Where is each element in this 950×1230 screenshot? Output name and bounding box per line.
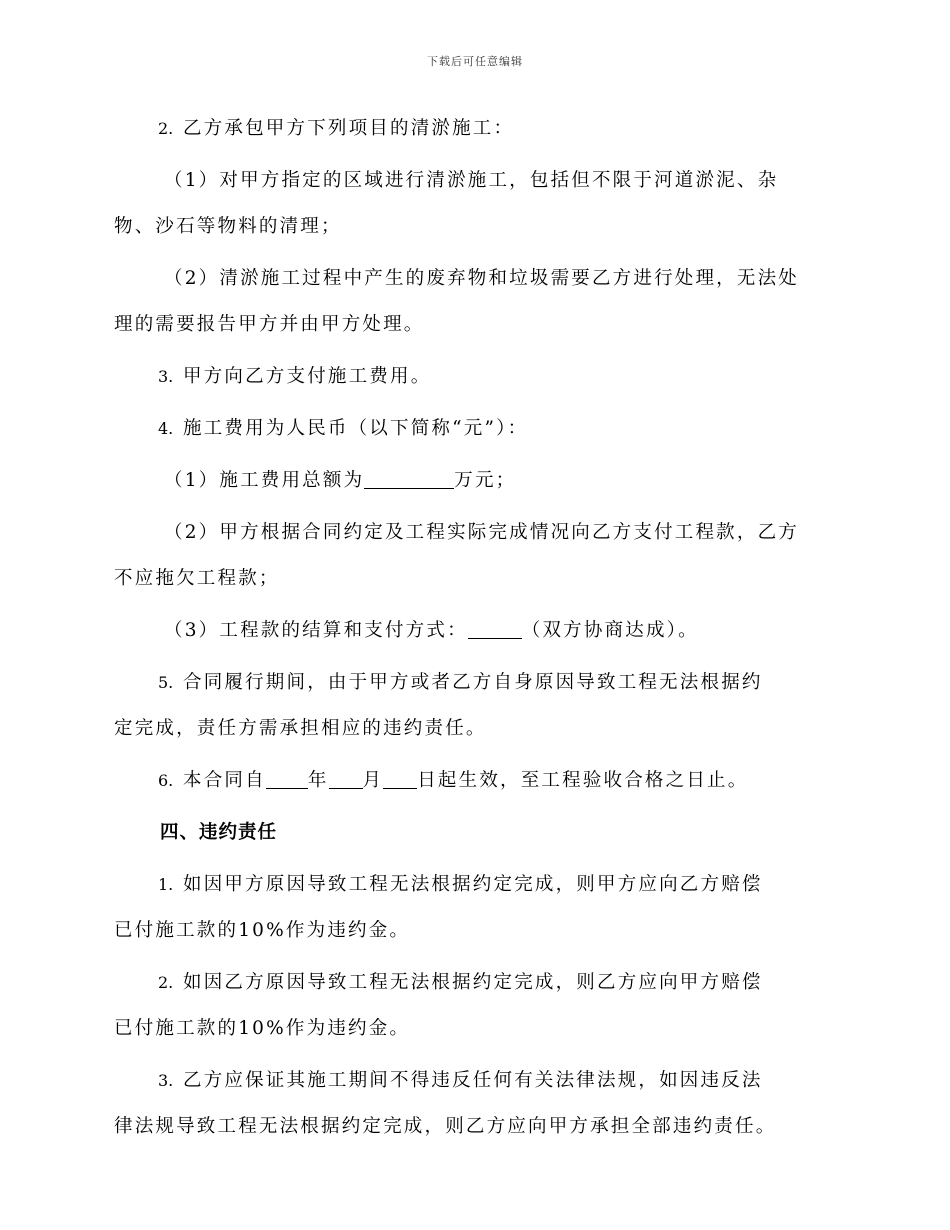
breach-clause-3: [114, 1058, 834, 1150]
clause-text: 本合同自: [183, 770, 266, 791]
item-line: 物、沙石等物料的清理；: [114, 216, 342, 237]
day-blank[interactable]: [383, 770, 417, 790]
item-line: 不应拖欠工程款；: [114, 568, 280, 589]
item-line: （2）甲方根据合同约定及工程实际完成情况向乙方支付工程款，乙方: [164, 522, 799, 543]
item-line: （2）清淤施工过程中产生的废弃物和垃圾需要乙方进行处理，无法处: [164, 268, 799, 289]
clause-number: 2.: [158, 119, 174, 138]
year-blank[interactable]: [266, 770, 308, 790]
item-text: 万元；: [454, 470, 517, 491]
breach-clause-2: [114, 960, 834, 1052]
page-header: 下载后可任意编辑: [427, 55, 523, 68]
clause-number: 6.: [158, 771, 174, 790]
item-text: （双方协商达成）。: [521, 620, 699, 641]
section-heading: 四、违约责任: [160, 822, 278, 843]
clause-text: 施工费用为人民币（以下简称“元”）：: [183, 418, 529, 439]
amount-blank[interactable]: [364, 470, 454, 490]
clause-line: 已付施工款的10%作为违约金。: [114, 920, 411, 941]
clause-number: 4.: [158, 419, 174, 438]
clause-2-item-1: [114, 158, 834, 250]
breach-clause-1: [114, 862, 834, 954]
clause-line: 律法规导致工程无法根据约定完成，则乙方应向甲方承担全部违约责任。: [114, 1116, 777, 1137]
item-text: （1）施工费用总额为: [164, 470, 365, 491]
item-text: （3）工程款的结算和支付方式：: [164, 620, 468, 641]
clause-line: 已付施工款的10%作为违约金。: [114, 1018, 411, 1039]
clause-2: [114, 106, 834, 152]
payment-method-blank[interactable]: [468, 620, 522, 640]
clause-number: 3.: [158, 367, 174, 386]
clause-number: 1.: [158, 875, 174, 894]
document-body: [114, 106, 834, 1156]
clause-4-item-1: [114, 458, 834, 504]
clause-5: [114, 660, 834, 752]
clause-text: 月: [362, 770, 384, 791]
clause-text: 日起生效，至工程验收合格之日止。: [417, 770, 749, 791]
clause-4: [114, 406, 834, 452]
clause-2-item-2: [114, 256, 834, 348]
month-blank[interactable]: [329, 770, 363, 790]
item-line: （1）对甲方指定的区域进行清淤施工，包括但不限于河道淤泥、杂: [164, 170, 779, 191]
clause-6: [114, 758, 834, 804]
clause-number: 3.: [158, 1071, 174, 1090]
clause-3: [114, 354, 834, 400]
clause-line: 乙方应保证其施工期间不得违反任何有关法律法规，如因违反法: [183, 1070, 763, 1091]
clause-line: 如因甲方原因导致工程无法根据约定完成，则甲方应向乙方赔偿: [183, 874, 763, 895]
clause-line: 定完成，责任方需承担相应的违约责任。: [114, 718, 487, 739]
clause-text: 乙方承包甲方下列项目的清淤施工：: [183, 118, 515, 139]
clause-number: 2.: [158, 973, 174, 992]
clause-line: 合同履行期间，由于甲方或者乙方自身原因导致工程无法根据约: [183, 672, 763, 693]
clause-line: 如因乙方原因导致工程无法根据约定完成，则乙方应向甲方赔偿: [183, 972, 763, 993]
clause-number: 5.: [158, 673, 174, 692]
clause-4-item-3: [114, 608, 834, 654]
clause-text: 年: [307, 770, 329, 791]
item-line: 理的需要报告甲方并由甲方处理。: [114, 314, 425, 335]
clause-4-item-2: [114, 510, 834, 602]
clause-text: 甲方向乙方支付施工费用。: [183, 366, 432, 387]
